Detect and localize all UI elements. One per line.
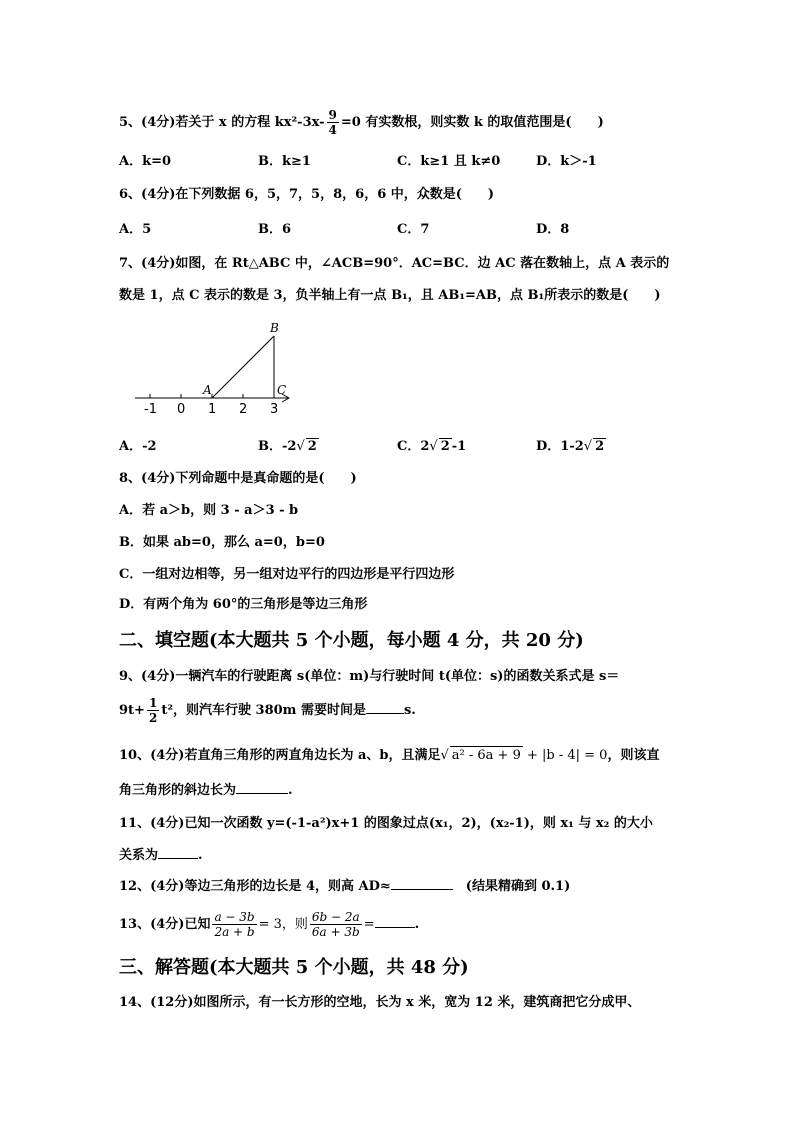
q11-end: . <box>198 848 203 863</box>
q10-line2: 角三角形的斜边长为 <box>119 783 237 798</box>
q7-b-radicand: 2 <box>307 439 317 454</box>
q12-post: (结果精确到 0.1) <box>452 879 571 894</box>
q12-pre: 12、(4分)等边三角形的边长是 4，则高 AD≈ <box>119 879 391 894</box>
q9-end: s. <box>403 703 416 718</box>
section-3-heading: 三、解答题(本大题共 5 个小题，共 48 分) <box>119 957 469 978</box>
q13-post: = <box>363 917 375 932</box>
q11-line2: 关系为 <box>119 848 159 863</box>
label-a: A <box>203 383 212 397</box>
question-10-line1: 10、(4分)若直角三角形的两直角边长为 a、b，且满足√ a² - 6a + 9 + |b - 4| = 0，则该直 <box>119 748 660 763</box>
q9-frac-den: 2 <box>148 711 158 725</box>
label-c: C <box>277 383 287 397</box>
q13-f1-num: a − 3b <box>214 910 255 924</box>
q13-f2-den: 6a + 3b <box>311 925 360 939</box>
q13-f2-num: 6b − 2a <box>311 910 360 924</box>
q7-c-post: -1 <box>451 439 467 454</box>
question-8: 8、(4分)下列命题中是真命题的是( ) <box>119 471 357 486</box>
q9-frac-num: 1 <box>148 696 158 710</box>
question-5 <box>119 108 604 137</box>
question-13 <box>119 910 419 939</box>
q7-triangle-figure <box>130 318 300 418</box>
question-9-line2 <box>119 696 416 725</box>
q7-c-pre: C．2 <box>397 439 430 454</box>
q7-option-b: B．-2√ 2 <box>258 439 317 454</box>
q12-answer-blank[interactable] <box>391 877 453 890</box>
tick-label-neg1: -1 <box>144 402 157 417</box>
q6-option-b: B．6 <box>258 222 292 237</box>
tick-label-2: 2 <box>239 402 248 417</box>
q9-answer-blank[interactable] <box>366 701 404 714</box>
label-b: B <box>270 321 279 335</box>
q7-option-c: C．2√ 2 -1 <box>397 439 467 454</box>
q10-end: . <box>288 783 293 798</box>
q6-option-c: C．7 <box>397 222 430 237</box>
q7-b-pre: B．-2 <box>258 439 297 454</box>
q7-a-text: A．-2 <box>119 439 157 454</box>
q7-d-radicand: 2 <box>595 439 605 454</box>
question-11-line1: 11、(4分)已知一次函数 y=(-1-a²)x+1 的图象过点(x₁，2)，(x₂-1)，则 x₁ 与 x₂ 的大小 <box>119 816 653 831</box>
q5-frac-den: 4 <box>328 123 337 137</box>
q5-fraction <box>327 108 339 137</box>
q8-option-c: C．一组对边相等，另一组对边平行的四边形是平行四边形 <box>119 567 455 582</box>
q9-post: t²，则汽车行驶 380m 需要时间是 <box>161 703 366 718</box>
q7-option-d: D．1-2√ 2 <box>536 439 605 454</box>
q10-post: ，则该直 <box>607 748 660 763</box>
question-11-line2 <box>119 846 203 865</box>
q10-radicand: a² - 6a + 9 <box>451 748 521 763</box>
tick-label-1: 1 <box>208 402 217 417</box>
q5-option-b: B．k≥1 <box>258 154 311 169</box>
question-9-line1: 9、(4分)一辆汽车的行驶距离 s(单位：m)与行驶时间 t(单位：s)的函数关系式是 s＝ <box>119 669 620 684</box>
q13-end: . <box>414 917 420 932</box>
q5-prefix: 5、(4分)若关于 x 的方程 kx²-3x- <box>119 115 325 130</box>
section-2-heading: 二、填空题(本大题共 5 个小题，每小题 4 分，共 20 分) <box>119 630 584 651</box>
q9-pre: 9t+ <box>119 703 145 718</box>
q13-eq: = 3，则 <box>258 917 308 932</box>
side-ab <box>212 336 274 398</box>
q7-option-a <box>119 435 157 454</box>
question-7-line1: 7、(4分)如图，在 Rt△ABC 中，∠ACB=90°．AC=BC．边 AC 落在数轴上，点 A 表示的 <box>119 256 670 271</box>
q5-option-a: A．k=0 <box>119 154 172 169</box>
q7-d-pre: D．1-2 <box>536 439 584 454</box>
question-14: 14、(12分)如图所示，有一长方形的空地，长为 x 米，宽为 12 米，建筑商把它分成甲、 <box>119 995 641 1010</box>
q13-pre: 13、(4分)已知 <box>119 917 211 932</box>
q11-answer-blank[interactable] <box>158 846 198 859</box>
tick-label-0: 0 <box>177 402 186 417</box>
q5-option-d: D．k＞-1 <box>536 154 597 169</box>
q9-fraction <box>147 696 159 725</box>
q13-fraction-1 <box>212 910 256 939</box>
q8-option-a: A．若 a＞b，则 3 - a＞3 - b <box>119 503 299 518</box>
q13-f1-den: 2a + b <box>214 925 255 939</box>
q6-option-d: D．8 <box>536 222 570 237</box>
q5-frac-num: 9 <box>328 108 337 122</box>
question-10-line2 <box>119 781 293 800</box>
q5-suffix: =0 有实数根，则实数 k 的取值范围是( ) <box>340 115 604 130</box>
q8-option-b: B．如果 ab=0，那么 a=0，b=0 <box>119 535 325 550</box>
q10-pre: 10、(4分)若直角三角形的两直角边长为 a、b，且满足 <box>119 748 441 763</box>
q7-c-radicand: 2 <box>440 439 450 454</box>
q8-option-d: D．有两个角为 60°的三角形是等边三角形 <box>119 597 368 612</box>
question-12 <box>119 877 570 896</box>
q6-option-a: A．5 <box>119 222 152 237</box>
q10-answer-blank[interactable] <box>236 781 288 794</box>
q13-fraction-2 <box>310 910 362 939</box>
question-6: 6、(4分)在下列数据 6，5，7，5，8，6，6 中，众数是( ) <box>119 187 495 202</box>
q10-mid: + |b - 4| = 0 <box>522 748 608 763</box>
tick-label-3: 3 <box>270 402 279 417</box>
question-7-line2: 数是 1，点 C 表示的数是 3，负半轴上有一点 B₁，且 AB₁=AB，点 B₁所表示的数是( ) <box>119 288 661 303</box>
q13-answer-blank[interactable] <box>375 915 415 928</box>
q5-option-c: C．k≥1 且 k≠0 <box>397 154 501 169</box>
